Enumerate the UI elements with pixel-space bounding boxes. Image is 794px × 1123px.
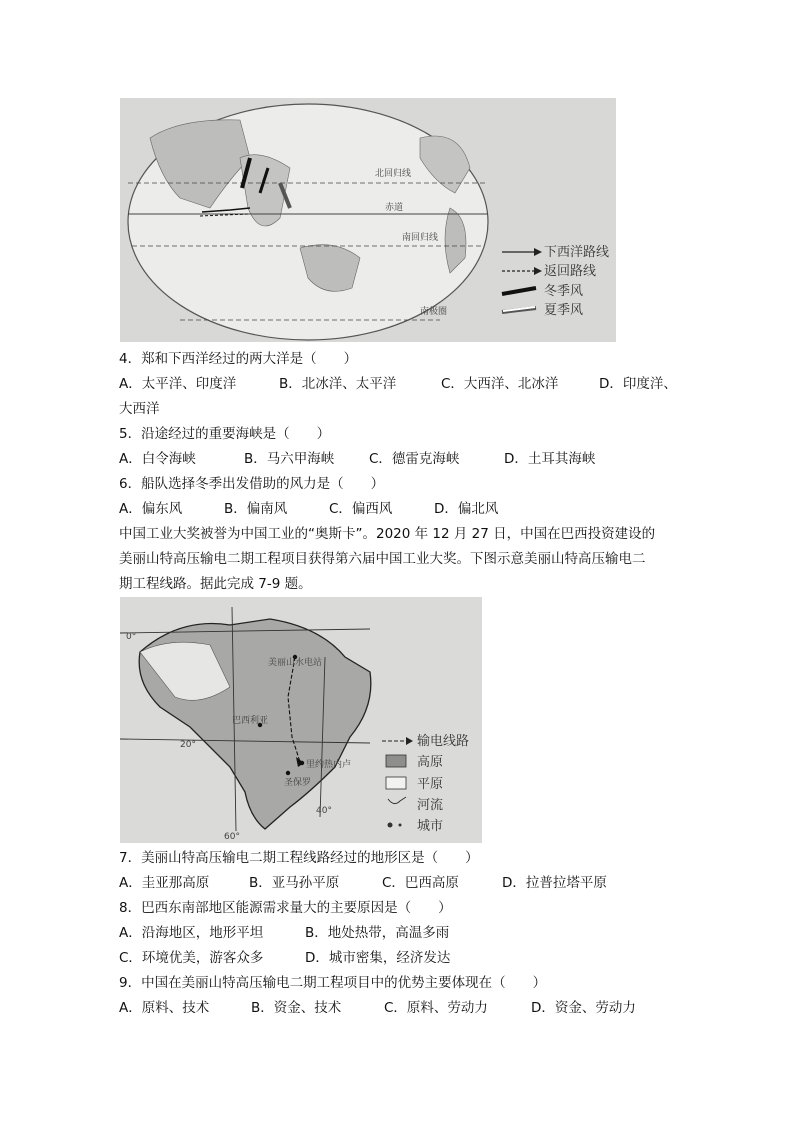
lat-20: 20° [180,740,196,750]
world-map-figure [120,98,616,342]
passage-line-3: 期工程线路。据此完成 7-9 题。 [119,576,312,592]
q9-option-c: C．原料、劳动力 [384,1000,488,1016]
place-hydropower: 美丽山水电站 [268,658,323,668]
q6-option-a: A．偏东风 [119,501,183,517]
q8-option-d: D．城市密集，经济发达 [305,950,451,966]
label-tropic-cancer: 北回归线 [375,169,412,179]
q7-stem: 7．美丽山特高压输电二期工程线路经过的地形区是（ ） [119,850,479,866]
q5-options [119,449,679,469]
place-brasilia: 巴西利亚 [232,716,269,726]
q8-option-b: B．地处热带，高温多雨 [305,925,450,941]
place-sao-paulo: 圣保罗 [284,778,312,788]
brazil-map [120,597,482,843]
place-rio: 里约热内卢 [306,760,352,770]
q4-option-d: D．印度洋、 [599,376,677,392]
world-map-legend [502,244,609,318]
q5-option-a: A．白令海峡 [119,451,196,467]
q6-option-d: D．偏北风 [434,501,499,517]
q8-option-c: C．环境优美，游客众多 [119,950,264,966]
q4-options [119,374,679,394]
q6-option-c: C．偏西风 [329,501,393,517]
lon-60: 60° [224,832,240,842]
q8-option-a: A．沿海地区，地形平坦 [119,925,264,941]
passage-line-2: 美丽山特高压输电二期工程项目获得第六届中国工业大奖。下图示意美丽山特高压输电二 [119,551,646,567]
q6-stem: 6．船队选择冬季出发借助的风力是（ ） [119,476,385,492]
legend-city: 城市 [417,819,444,834]
q6-option-b: B．偏南风 [224,501,288,517]
q5-option-d: D．土耳其海峡 [504,451,596,467]
q4-option-c: C．大西洋、北冰洋 [441,376,559,392]
q9-stem: 9．中国在美丽山特高压输电二期工程项目中的优势主要体现在（ ） [119,975,547,991]
q6-options [119,499,679,519]
q7-option-c: C．巴西高原 [382,875,459,891]
q5-option-b: B．马六甲海峡 [244,451,335,467]
legend-winter-monsoon: 冬季风 [544,284,584,299]
label-antarctic-circle: 南极圈 [420,307,448,317]
brazil-map-legend [382,733,469,834]
q4-option-a: A．太平洋、印度洋 [119,376,237,392]
q9-option-b: B．资金、技术 [251,1000,342,1016]
q8-options-row1 [119,923,679,943]
q5-option-c: C．德雷克海峡 [369,451,460,467]
q8-options-row2 [119,948,679,968]
q7-options [119,873,679,893]
legend-power-line: 输电线路 [417,734,470,749]
lon-40: 40° [316,806,332,816]
q4-stem: 4．郑和下西洋经过的两大洋是（ ） [119,351,358,367]
q4-option-d-cont: 大西洋 [119,401,160,417]
legend-outbound-route: 下西洋路线 [544,245,610,260]
label-tropic-capricorn: 南回归线 [402,233,439,243]
world-map [120,98,616,342]
lat-0: 0° [126,632,137,642]
q8-stem: 8．巴西东南部地区能源需求量大的主要原因是（ ） [119,900,452,916]
passage-line-1: 中国工业大奖被誉为中国工业的“奥斯卡”。2020 年 12 月 27 日，中国在巴西投资建设的 [119,526,656,542]
q9-option-a: A．原料、技术 [119,1000,210,1016]
q7-option-d: D．拉普拉塔平原 [502,875,607,891]
legend-return-route: 返回路线 [544,264,597,279]
q5-stem: 5．沿途经过的重要海峡是（ ） [119,426,331,442]
brazil-map-figure [120,597,482,843]
legend-plateau: 高原 [417,755,444,770]
legend-summer-monsoon: 夏季风 [544,303,584,318]
legend-river: 河流 [417,798,444,813]
q4-option-b: B．北冰洋、太平洋 [279,376,397,392]
label-equator: 赤道 [385,203,404,213]
q7-option-a: A．圭亚那高原 [119,875,210,891]
q9-option-d: D．资金、劳动力 [531,1000,636,1016]
q7-option-b: B．亚马孙平原 [249,875,340,891]
legend-plain: 平原 [417,777,444,792]
q9-options [119,998,679,1018]
